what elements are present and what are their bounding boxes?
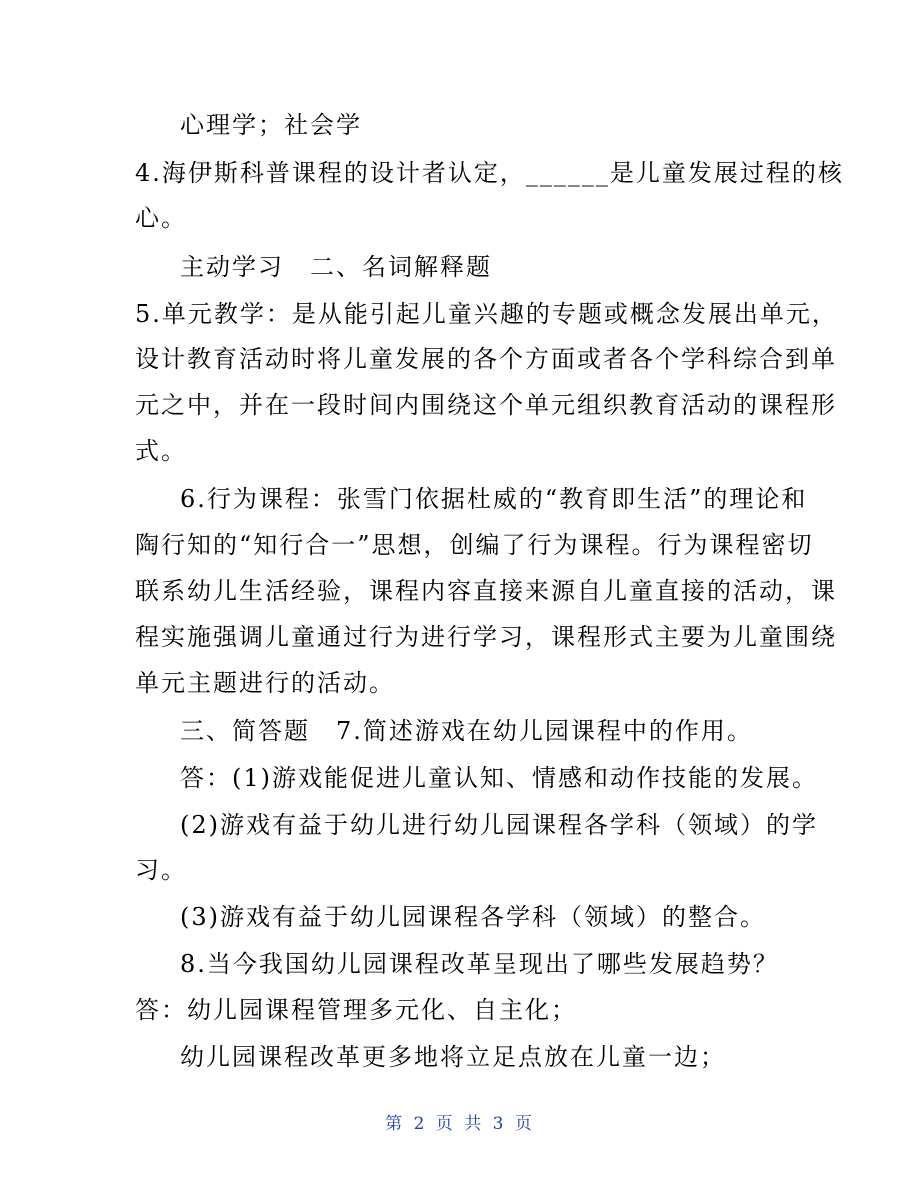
text-line: 答：幼儿园课程管理多元化、自主化； bbox=[135, 996, 577, 1024]
text-line: 5.单元教学：是从能引起儿童兴趣的专题或概念发展出单元， bbox=[135, 300, 838, 328]
text-line: 单元主题进行的活动。 bbox=[135, 669, 395, 697]
text-line: 8.当今我国幼儿园课程改革呈现出了哪些发展趋势？ bbox=[180, 950, 779, 978]
text-line: 设计教育活动时将儿童发展的各个方面或者各个学科综合到单 bbox=[135, 345, 837, 373]
text-line: 4.海伊斯科普课程的设计者认定，______是儿童发展过程的核 bbox=[135, 159, 844, 187]
text-line: 三、简答题 7.简述游戏在幼儿园课程中的作用。 bbox=[180, 717, 753, 745]
text-line: 心。 bbox=[135, 204, 187, 232]
text-line: 幼儿园课程改革更多地将立足点放在儿童一边； bbox=[180, 1043, 726, 1071]
text-line: 习。 bbox=[135, 856, 187, 884]
text-line: 元之中，并在一段时间内围绕这个单元组织教育活动的课程形 bbox=[135, 391, 837, 419]
page-footer: 第 2 页 共 3 页 bbox=[385, 1114, 535, 1134]
text-line: 6.行为课程：张雪门依据杜威的“教育即生活”的理论和 bbox=[180, 485, 808, 513]
text-line: 式。 bbox=[135, 437, 187, 465]
text-line: 答：(1)游戏能促进儿童认知、情感和动作技能的发展。 bbox=[180, 764, 818, 792]
text-line: 主动学习 二、名词解释题 bbox=[180, 253, 492, 281]
text-line: 陶行知的“知行合一”思想，创编了行为课程。行为课程密切 bbox=[135, 531, 814, 559]
text-line: (3)游戏有益于幼儿园课程各学科（领域）的整合。 bbox=[180, 903, 766, 931]
text-line: (2)游戏有益于幼儿进行幼儿园课程各学科（领域）的学 bbox=[180, 811, 818, 839]
text-line: 联系幼儿生活经验，课程内容直接来源自儿童直接的活动，课 bbox=[135, 577, 837, 605]
text-line: 程实施强调儿童通过行为进行学习，课程形式主要为儿童围绕 bbox=[135, 623, 837, 651]
text-line: 心理学；社会学 bbox=[180, 111, 362, 139]
